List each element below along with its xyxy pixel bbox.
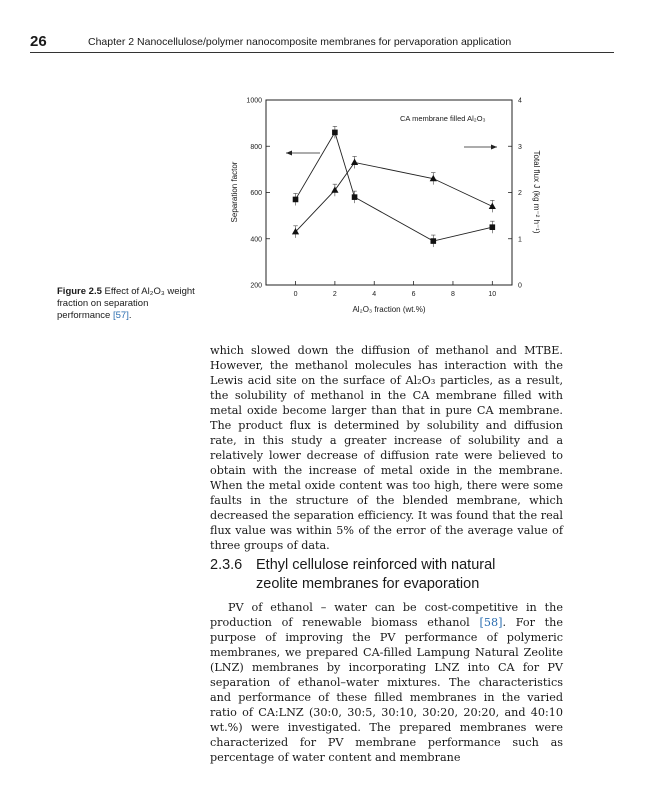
figure-chart bbox=[200, 90, 550, 320]
x-tick-label: 10 bbox=[488, 291, 497, 298]
caption-label: Figure 2.5 bbox=[57, 286, 102, 297]
y2-tick-label: 2 bbox=[518, 190, 522, 197]
y-tick-label: 800 bbox=[250, 143, 262, 151]
plot-frame bbox=[266, 100, 512, 285]
data-point-square bbox=[293, 197, 299, 203]
arrow-left-head bbox=[286, 151, 292, 156]
y2-tick-label: 3 bbox=[518, 143, 522, 151]
header-rule bbox=[30, 52, 614, 53]
figure-caption bbox=[57, 286, 202, 322]
caption-text: Effect of Al₂O₃ weight fraction on separation performance bbox=[57, 286, 195, 321]
x-tick-label: 8 bbox=[451, 291, 455, 298]
section-title-line1: Ethyl cellulose reinforced with natural bbox=[256, 557, 496, 573]
y-axis-label: Separation factor bbox=[230, 161, 239, 223]
y-tick-label: 600 bbox=[250, 190, 262, 197]
series-line-1 bbox=[296, 132, 493, 241]
paragraph-2 bbox=[210, 600, 563, 765]
page-number: 26 bbox=[30, 33, 47, 50]
y-tick-label: 400 bbox=[250, 236, 262, 244]
data-point-triangle bbox=[489, 203, 496, 209]
y2-axis-label: Total flux J (kg m⁻² h⁻¹) bbox=[532, 150, 541, 234]
y2-tick-label: 0 bbox=[518, 282, 522, 290]
paragraph-2-ref[interactable]: [58] bbox=[479, 616, 503, 629]
data-point-square bbox=[352, 194, 358, 200]
x-tick-label: 6 bbox=[411, 291, 416, 298]
caption-ref[interactable]: [57] bbox=[112, 310, 129, 321]
data-point-square bbox=[430, 238, 436, 244]
y2-tick-label: 1 bbox=[518, 236, 522, 244]
caption-end: . bbox=[128, 310, 132, 321]
x-tick-label: 0 bbox=[293, 291, 298, 298]
x-axis-label: Al₂O₃ fraction (wt.%) bbox=[352, 305, 426, 314]
page-header bbox=[30, 33, 614, 53]
chart-title: CA membrane filled Al₂O₃ bbox=[400, 114, 486, 123]
y2-tick-label: 4 bbox=[518, 97, 522, 105]
paragraph-2-part2: . For the purpose of improving the PV performance of polymeric membranes, we prepared CA-filled Lampung Natural Zeolite (LNZ) membranes by incorporating LNZ into CA for PV separation of ethanol–water mixtures. The characteristics and performance of these filled membranes in the varied ratio of CA:LNZ (30:0, 30:5, 30:10, 30:20, 20:20, and 40:10 wt.%) were investigated. The prepared membranes were characterized for PV membrane performance such as percentage of water content and membrane bbox=[210, 616, 563, 764]
data-point-triangle bbox=[351, 159, 358, 165]
section-title-line2: zeolite membranes for evaporation bbox=[256, 576, 480, 592]
section-heading bbox=[210, 556, 580, 594]
paragraph-2-part1: PV of ethanol – water can be cost-competitive in the production of renewable biomass ethanol bbox=[210, 601, 563, 629]
x-tick-label: 4 bbox=[372, 291, 377, 298]
data-point-square bbox=[332, 130, 338, 136]
data-point-square bbox=[490, 224, 496, 230]
y-tick-label: 200 bbox=[250, 282, 262, 290]
chart-marks bbox=[292, 126, 496, 247]
chart-axes bbox=[246, 98, 522, 299]
section-number: 2.3.6 bbox=[210, 557, 243, 573]
x-tick-label: 2 bbox=[332, 291, 337, 298]
y-tick-label: 1000 bbox=[246, 97, 262, 105]
chart-lines bbox=[296, 132, 493, 241]
series-line-2 bbox=[296, 162, 493, 231]
paragraph-1: which slowed down the diffusion of methanol and MTBE. However, the methanol molecules has interaction with the Lewis acid site on the surface of Al₂O₃ particles, as a result, the solubility of methanol in the CA membrane filled with metal oxide become larger than that in pure CA membrane. The product flux is determined by solubility and diffusion rate, in this study a greater increase of solubility and a relatively lower decrease of diffusion rate were believed to obtain with the increase of metal oxide in the membrane. When the metal oxide content was too high, there were some faults in the structure of the blended membrane, which decreased the separation efficiency. It was found that the real flux value was within 5% of the error of the average value of three groups of data. bbox=[210, 344, 563, 552]
arrow-right-head bbox=[491, 145, 497, 150]
running-head: Chapter 2 Nanocellulose/polymer nanocomposite membranes for pervaporation application bbox=[88, 36, 512, 48]
